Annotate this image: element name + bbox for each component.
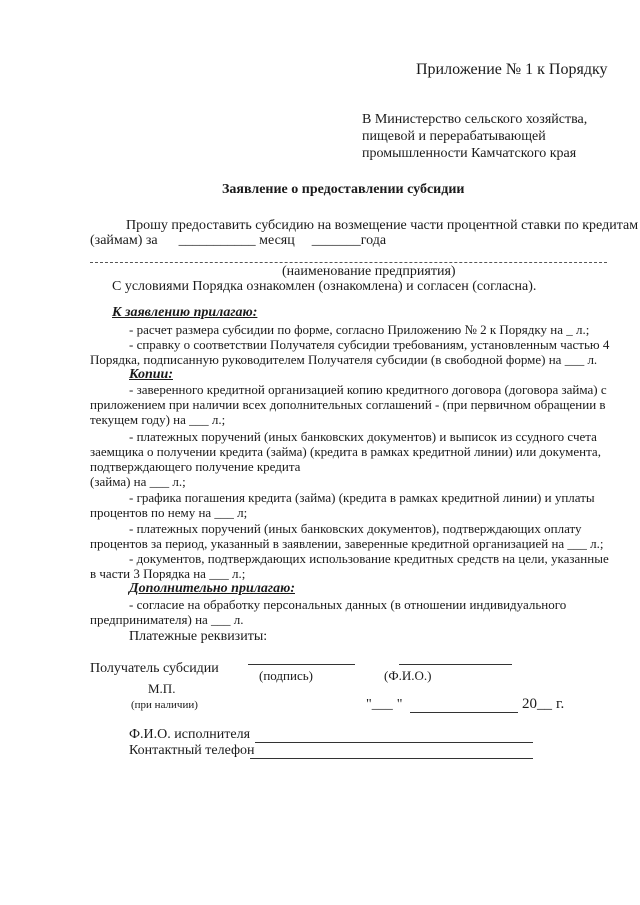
document-title: Заявление о предоставлении субсидии	[222, 182, 465, 197]
recipient-label: Получатель субсидии	[90, 661, 219, 676]
request-line-1: Прошу предоставить субсидию на возмещение части процентной ставки по кредитам	[126, 218, 639, 233]
attachments-heading: К заявлению прилагаю:	[112, 305, 258, 320]
addressee-line-3: промышленности Камчатского края	[362, 146, 577, 161]
month-label: месяц	[259, 233, 295, 248]
date-year	[522, 697, 564, 712]
name-line	[399, 664, 512, 665]
addressee-line-2: пищевой и перерабатывающей	[362, 129, 546, 144]
enterprise-caption: (наименование предприятия)	[282, 264, 456, 279]
addressee-line-1: В Министерство сельского хозяйства,	[362, 112, 588, 127]
phone-line	[250, 758, 533, 759]
date-year-prefix: 20	[522, 696, 537, 712]
copy-2-line-1: - платежных поручений (иных банковских документов) и выписок из ссудного счета	[129, 429, 597, 444]
date-day-blank: ___	[371, 697, 393, 712]
enterprise-name-line	[90, 262, 607, 263]
copy-2-line-3: подтверждающего получение кредита	[90, 459, 301, 474]
appendix-label: Приложение № 1 к Порядку	[416, 61, 608, 78]
copy-2-line-2: заемщика о получении кредита (займа) (кредита в рамках кредитной линии) или документа,	[90, 444, 601, 459]
copy-5-line-1: - документов, подтверждающих использование кредитных средств на цели, указанные	[129, 551, 609, 566]
date-field	[366, 698, 402, 712]
copies-heading: Копии:	[129, 367, 173, 382]
copy-1-line-2: приложением при наличии всех дополнительных соглашений - (при первичном обращении в	[90, 397, 606, 412]
request-line-2	[90, 234, 386, 248]
acknowledge-text: С условиями Порядка ознакомлен (ознакомлена) и согласен (согласна).	[112, 279, 537, 294]
date-month-line	[410, 712, 518, 713]
phone-label: Контактный телефон	[129, 743, 255, 758]
copy-3-line-2: процентов по нему на ___ л;	[90, 505, 248, 520]
attachment-item-2-line-1: - справку о соответствии Получателя субсидии требованиям, установленным частью 4	[129, 337, 610, 352]
year-label: года	[360, 233, 387, 248]
extra-attachments-heading: Дополнительно прилагаю:	[129, 581, 295, 596]
date-year-suffix: г.	[556, 696, 565, 712]
extra-item-1-line-1: - согласие на обработку персональных данных (в отношении индивидуального	[129, 597, 567, 612]
name-caption: (Ф.И.О.)	[384, 668, 432, 683]
signature-line	[248, 664, 355, 665]
stamp-note: (при наличии)	[131, 699, 198, 711]
executor-line	[255, 742, 533, 743]
executor-label: Ф.И.О. исполнителя	[129, 727, 251, 742]
copy-1-line-1: - заверенного кредитной организацией копию кредитного договора (договора займа) с	[129, 382, 607, 397]
year-blank: _______	[311, 233, 361, 248]
copy-2-line-4: (займа) на ___ л.;	[90, 474, 186, 489]
copy-4-line-1: - платежных поручений (иных банковских документов), подтверждающих оплату	[129, 521, 582, 536]
date-year-blank: __	[537, 696, 552, 712]
copy-4-line-2: процентов за период, указанный в заявлении, заверенные кредитной организацией на ___ л.;	[90, 536, 604, 551]
payment-details-label: Платежные реквизиты:	[129, 629, 268, 644]
attachment-item-1: - расчет размера субсидии по форме, согласно Приложению № 2 к Порядку на _ л.;	[129, 322, 590, 337]
copy-5-line-2: в части 3 Порядка на ___ л.;	[90, 566, 246, 581]
request-period-prefix: (займам) за	[90, 233, 158, 248]
copy-1-line-3: текущем году) на ___ л.;	[90, 412, 226, 427]
month-blank: ___________	[178, 233, 256, 248]
copy-3-line-1: - графика погашения кредита (займа) (кредита в рамках кредитной линии) и уплаты	[129, 490, 595, 505]
stamp-label: М.П.	[148, 681, 176, 696]
extra-item-1-line-2: предпринимателя) на ___ л.	[90, 612, 244, 627]
signature-caption: (подпись)	[259, 668, 313, 683]
attachment-item-2-line-2: Порядка, подписанную руководителем Получателя субсидии (в свободной форме) на ___ л.	[90, 352, 598, 367]
date-quote-open: "	[366, 697, 372, 712]
date-quote-close: "	[396, 697, 403, 712]
